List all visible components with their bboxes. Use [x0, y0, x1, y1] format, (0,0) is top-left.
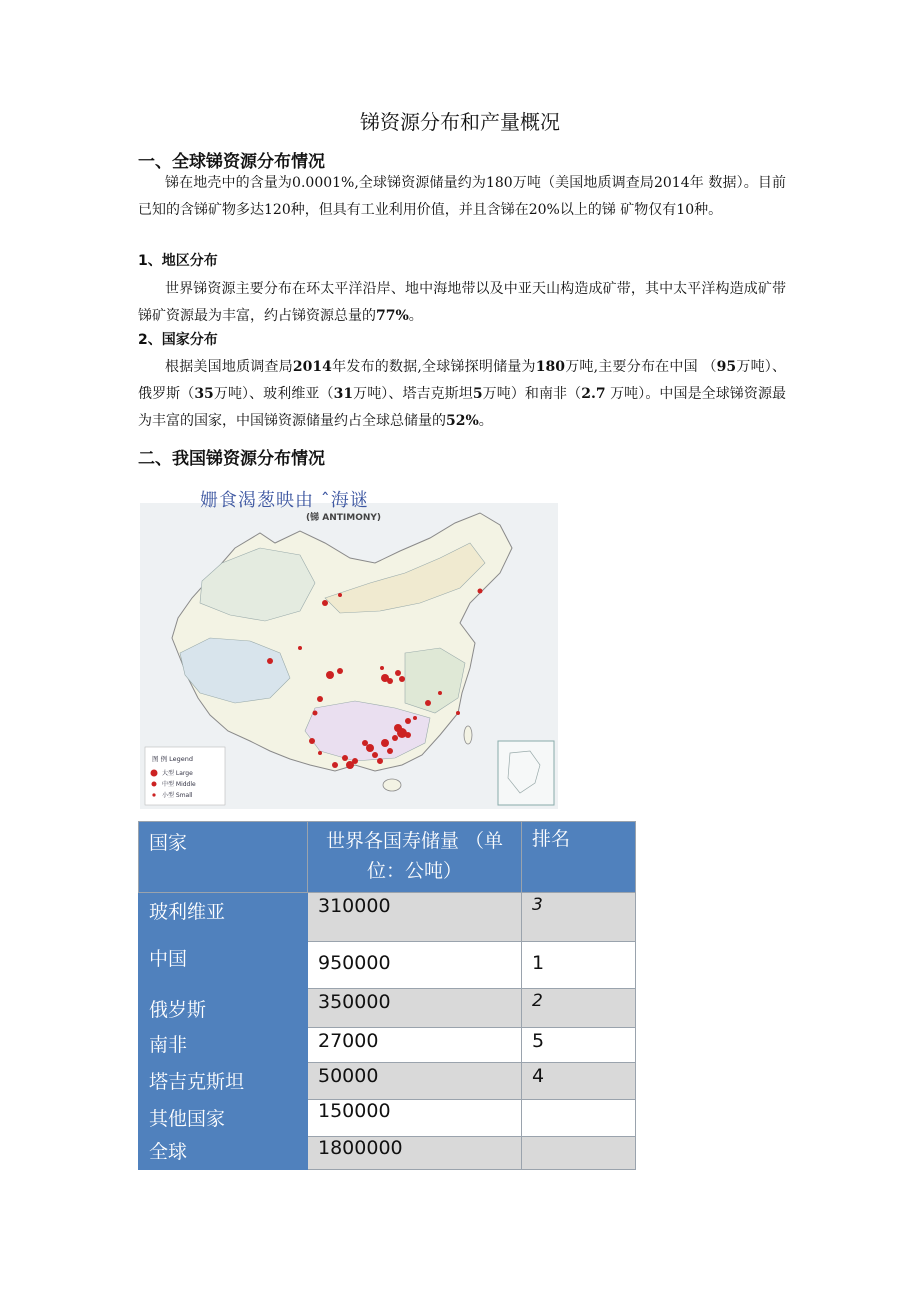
reserve-cell: 150000	[308, 1100, 522, 1137]
subsection-2-heading: 2、国家分布	[138, 332, 218, 348]
table-header-row	[139, 822, 636, 893]
section-1-heading: 一、全球锑资源分布情况	[138, 152, 325, 172]
deposit-marker	[332, 762, 338, 768]
legend-small-label: 小型 Small	[162, 792, 193, 799]
legend-medium-label: 中型 Middle	[162, 781, 196, 788]
deposit-marker	[372, 752, 378, 758]
map-subcaption: (锑 ANTIMONY)	[306, 513, 382, 523]
deposit-marker	[392, 735, 398, 741]
rank-cell: 4	[522, 1063, 636, 1100]
reserve-cell: 1800000	[308, 1137, 522, 1170]
deposit-marker	[425, 700, 431, 706]
legend-title: 图 例 Legend	[152, 755, 194, 763]
rank-cell: 3	[522, 893, 636, 942]
south-china-sea-inset	[498, 741, 554, 805]
deposit-marker	[399, 676, 405, 682]
deposit-marker	[313, 711, 318, 716]
rank-cell	[522, 1100, 636, 1137]
deposit-marker	[322, 600, 328, 606]
subsection-1-heading: 1、地区分布	[138, 253, 218, 269]
deposit-marker	[387, 748, 393, 754]
rank-cell	[522, 1137, 636, 1170]
legend-small-marker	[152, 793, 155, 796]
table-row	[139, 1137, 636, 1170]
header-reserve: 世界各国寿储量 （单 位：公吨）	[308, 822, 522, 893]
country-cell: 其他国家	[139, 1100, 308, 1137]
table-row	[139, 989, 636, 1028]
deposit-marker	[413, 716, 417, 720]
deposit-marker	[405, 732, 411, 738]
deposit-marker	[342, 755, 348, 761]
deposit-marker	[438, 691, 442, 695]
deposit-marker	[366, 744, 374, 752]
table-row	[139, 1063, 636, 1100]
reserve-cell: 27000	[308, 1028, 522, 1063]
subsection-1-text: 世界锑资源主要分布在环太平洋沿岸、地中海地带以及中亚天山构造成矿带，其中太平洋构造成矿带锑矿资源最为丰富，约占锑资源总量的77%。	[138, 281, 786, 324]
deposit-marker	[478, 589, 483, 594]
deposit-marker	[381, 674, 389, 682]
header-rank: 排名	[522, 822, 636, 893]
country-cell: 俄岁斯	[139, 989, 308, 1028]
table-row	[139, 942, 636, 989]
deposit-marker	[362, 740, 368, 746]
header-country: 国家	[139, 822, 308, 893]
country-cell: 南非	[139, 1028, 308, 1063]
rank-cell: 2	[522, 989, 636, 1028]
deposit-marker	[377, 758, 383, 764]
rank-cell: 1	[522, 942, 636, 989]
reserve-cell: 350000	[308, 989, 522, 1028]
deposit-marker	[267, 658, 273, 664]
deposit-marker	[337, 668, 343, 674]
section-1-intro: 锑在地壳中的含量为0.0001%,全球锑资源储量约为180万吨（美国地质调查局2014年 数据）。目前已知的含锑矿物多达120种，但具有工业利用价值，并且含锑在20%以上的锑 矿物仅有10种。	[138, 175, 786, 218]
country-cell: 中国	[139, 942, 308, 989]
table-row	[139, 1028, 636, 1063]
country-cell: 全球	[139, 1137, 308, 1170]
country-cell: 玻利维亚	[139, 893, 308, 942]
legend-large-label: 大型 Large	[162, 770, 193, 777]
deposit-marker	[456, 711, 460, 715]
reserve-cell: 50000	[308, 1063, 522, 1100]
hainan-island	[383, 779, 401, 791]
reserve-cell: 950000	[308, 942, 522, 989]
section-2-heading: 二、我国锑资源分布情况	[138, 449, 325, 469]
deposit-marker	[380, 666, 384, 670]
taiwan-island	[464, 726, 472, 744]
subsection-2-text: 根据美国地质调查局2014年发布的数据,全球锑探明储量为180万吨,主要分布在中国 （95万吨）、俄罗斯（35万吨）、玻利维亚（31万吨）、塔吉克斯坦5万吨）和南非（2.7 万吨）。中国是全球锑资源最为丰富的国家，中国锑资源储量约占全球总储量的52%。	[138, 359, 787, 429]
rank-cell: 5	[522, 1028, 636, 1063]
china-antimony-map	[140, 503, 558, 809]
deposit-marker	[338, 593, 342, 597]
reserves-table	[138, 821, 636, 1170]
deposit-marker	[395, 670, 401, 676]
map-caption: 姗食渴葱映由 ˆ海谜	[200, 490, 369, 511]
reserve-cell: 310000	[308, 893, 522, 942]
legend-large-marker	[151, 770, 158, 777]
deposit-marker	[318, 751, 322, 755]
country-cell: 塔吉克斯坦	[139, 1063, 308, 1100]
deposit-marker	[298, 646, 302, 650]
table-row	[139, 893, 636, 942]
deposit-marker	[309, 738, 315, 744]
deposit-marker	[381, 739, 389, 747]
table-row	[139, 1100, 636, 1137]
deposit-marker	[346, 761, 354, 769]
deposit-marker	[405, 718, 411, 724]
page-title: 锑资源分布和产量概况	[360, 110, 560, 134]
deposit-marker	[317, 696, 323, 702]
deposit-marker	[326, 671, 334, 679]
legend-medium-marker	[152, 782, 157, 787]
